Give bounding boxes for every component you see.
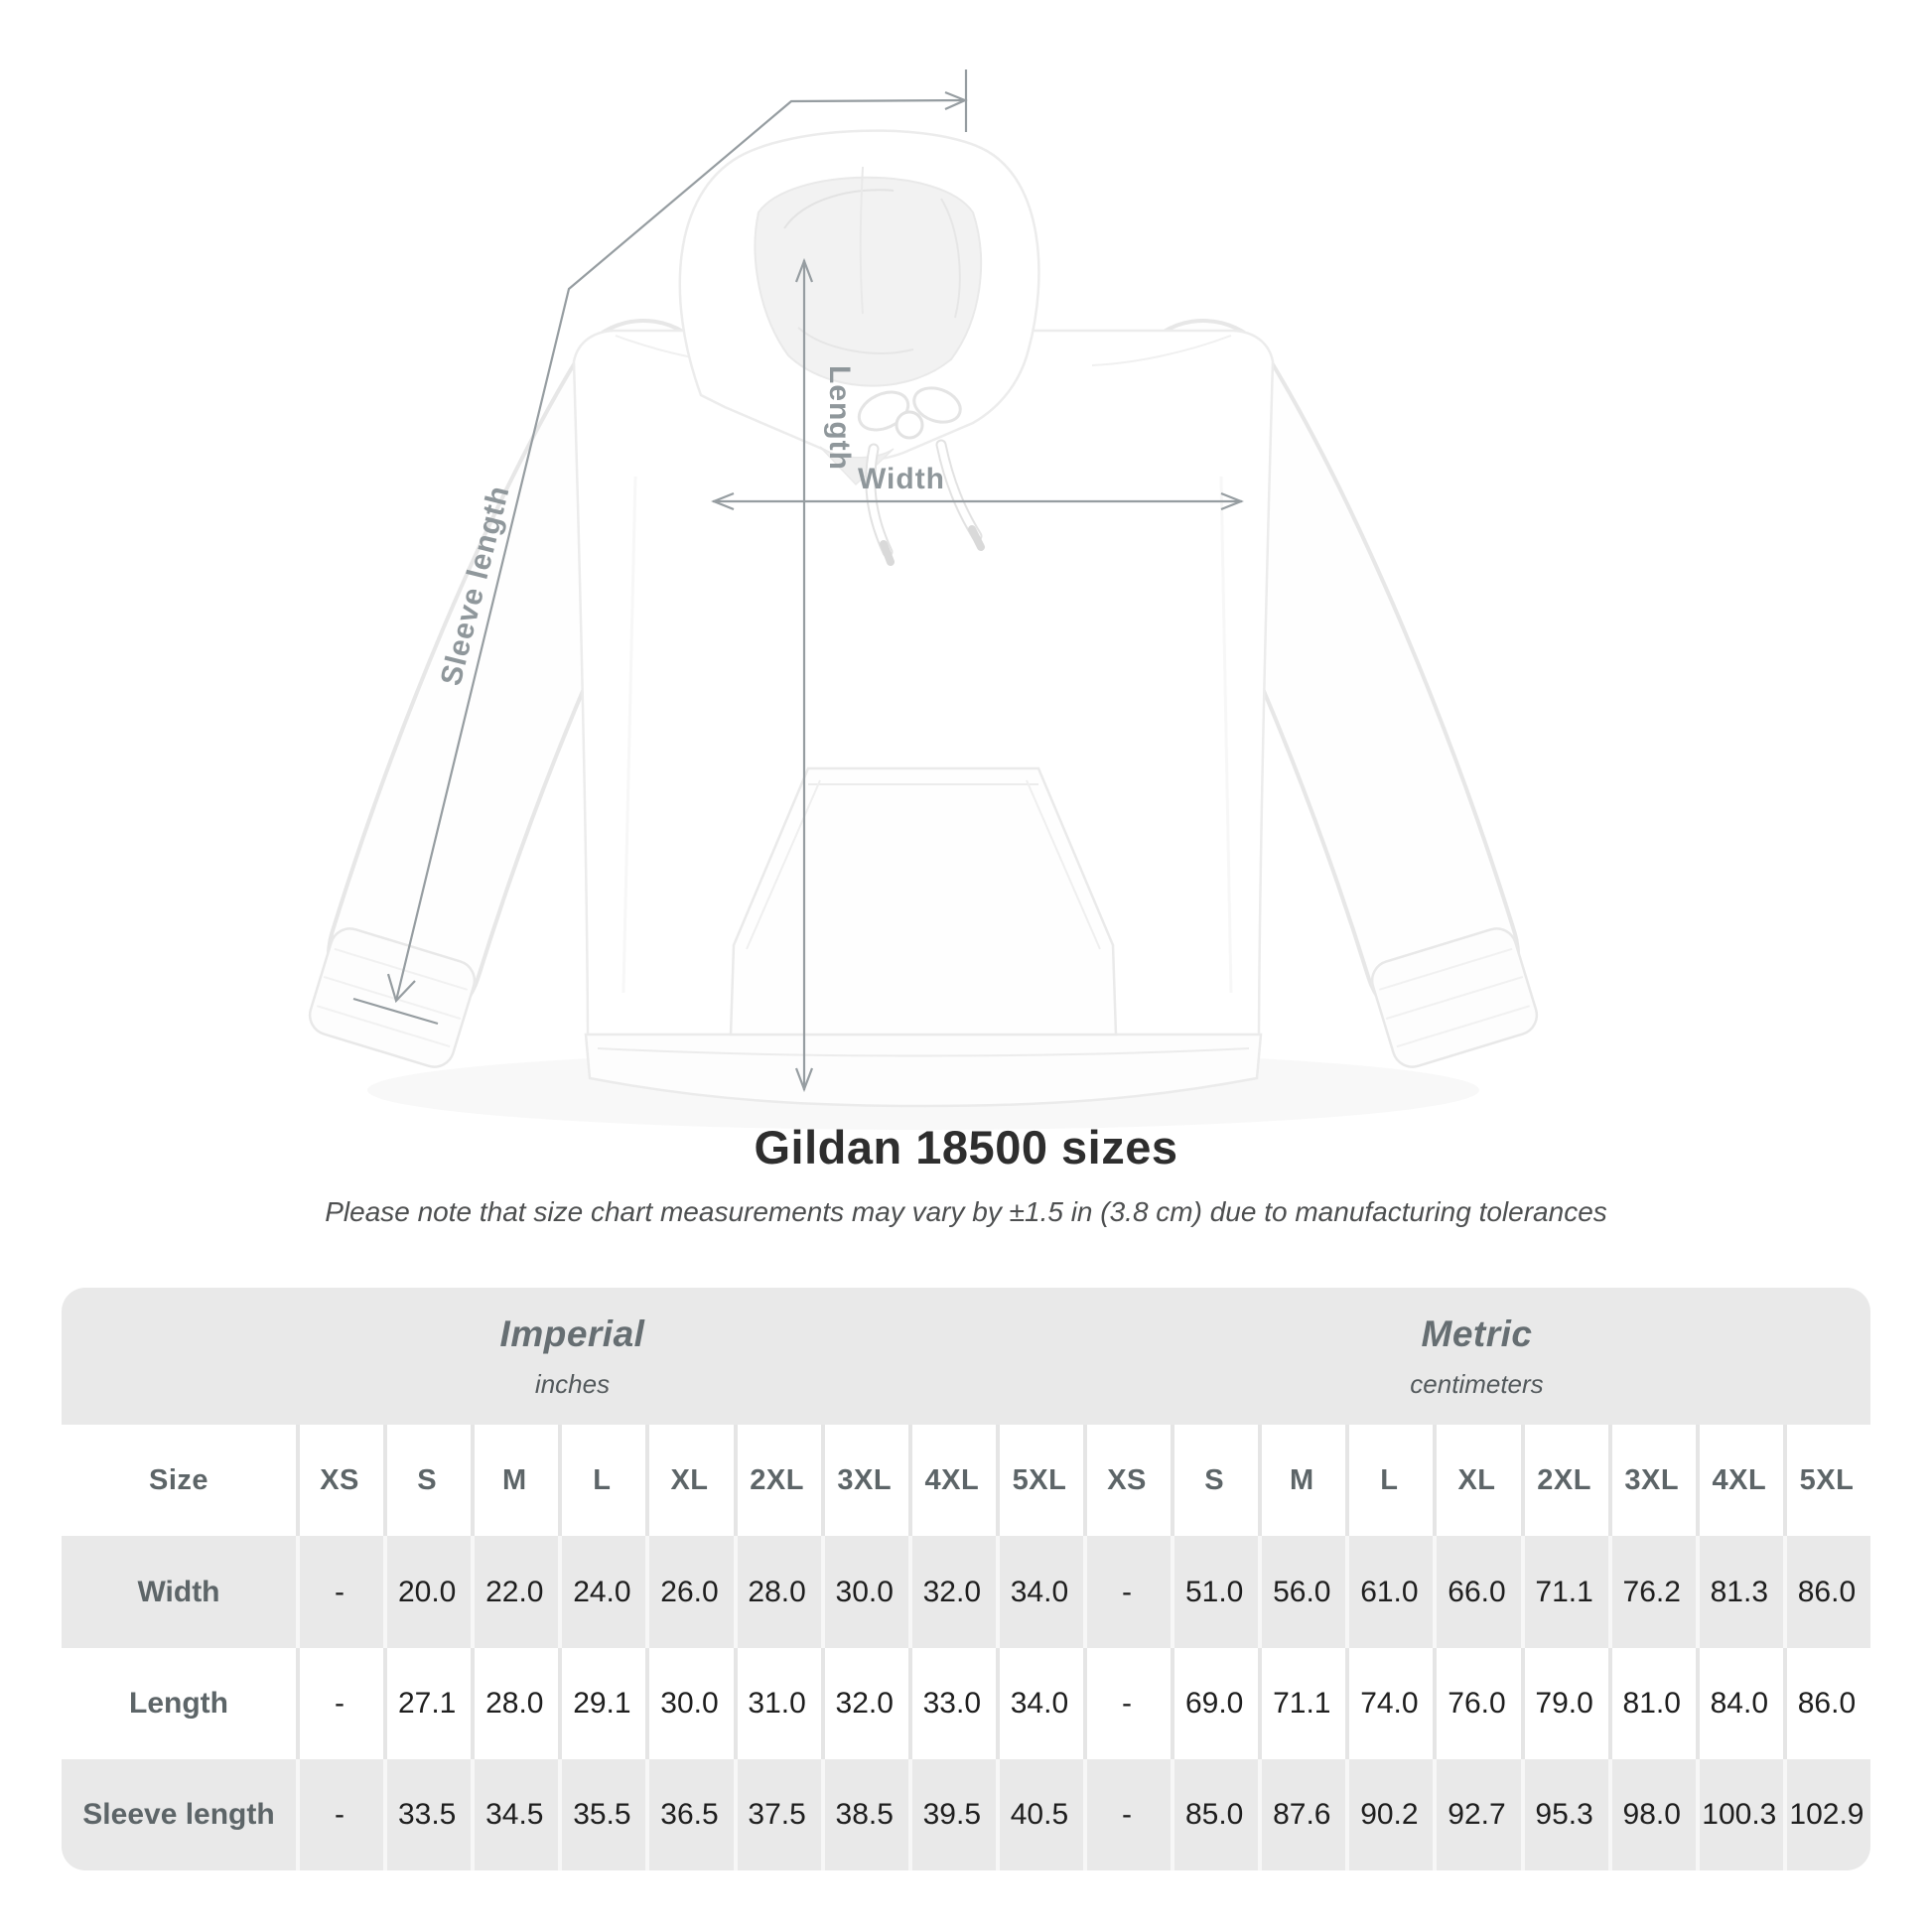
measurement-cell: 61.0 (1345, 1536, 1433, 1648)
group-label: Imperial (499, 1312, 645, 1354)
measurement-cell: 40.5 (996, 1759, 1083, 1870)
measurement-cell: - (1083, 1536, 1171, 1648)
measurement-cell: 51.0 (1171, 1536, 1258, 1648)
size-table (62, 1288, 1870, 1870)
measurement-cell: 100.3 (1696, 1759, 1783, 1870)
measurement-cell: - (296, 1759, 383, 1870)
column-header-s: S (1171, 1425, 1258, 1536)
measurement-cell: 90.2 (1345, 1759, 1433, 1870)
measurement-cell: 85.0 (1171, 1759, 1258, 1870)
measurement-cell: 81.3 (1696, 1536, 1783, 1648)
measurement-cell: 84.0 (1696, 1648, 1783, 1759)
measurement-cell: - (1083, 1759, 1171, 1870)
measurement-cell: 69.0 (1171, 1648, 1258, 1759)
column-header-5xl: 5XL (1783, 1425, 1870, 1536)
measurement-cell: 87.6 (1258, 1759, 1345, 1870)
measurement-cell: 32.0 (908, 1536, 996, 1648)
unit-group-imperial (62, 1288, 1083, 1425)
group-unit: inches (534, 1368, 611, 1399)
measurement-cell: 33.5 (383, 1759, 471, 1870)
page-title: Gildan 18500 sizes (754, 1121, 1178, 1173)
measurement-cell: 86.0 (1783, 1648, 1870, 1759)
measurement-cell: - (296, 1648, 383, 1759)
measurement-cell: 38.5 (821, 1759, 908, 1870)
measurement-cell: 36.5 (645, 1759, 733, 1870)
column-header-2xl: 2XL (1521, 1425, 1608, 1536)
size-column-header: Size (62, 1425, 296, 1536)
measurement-cell: 76.0 (1433, 1648, 1520, 1759)
column-header-xl: XL (645, 1425, 733, 1536)
length-label: Length (823, 365, 856, 471)
measurement-cell: 86.0 (1783, 1536, 1870, 1648)
measurement-cell: 20.0 (383, 1536, 471, 1648)
measurement-cell: 26.0 (645, 1536, 733, 1648)
row-label-width: Width (62, 1536, 296, 1648)
width-label: Width (857, 463, 946, 495)
measurement-cell: - (296, 1536, 383, 1648)
column-header-xl: XL (1433, 1425, 1520, 1536)
column-header-4xl: 4XL (908, 1425, 996, 1536)
measurement-cell: 29.1 (558, 1648, 645, 1759)
measurement-cell: 71.1 (1521, 1536, 1608, 1648)
group-unit: centimeters (1410, 1368, 1544, 1399)
measurement-cell: 81.0 (1608, 1648, 1696, 1759)
row-label-length: Length (62, 1648, 296, 1759)
column-header-l: L (1345, 1425, 1433, 1536)
measurement-cell: 34.0 (996, 1648, 1083, 1759)
measurement-cell: 22.0 (471, 1536, 558, 1648)
column-header-m: M (1258, 1425, 1345, 1536)
measurement-cell: 92.7 (1433, 1759, 1520, 1870)
sleeve-length-label: Sleeve length (434, 482, 516, 689)
group-label: Metric (1421, 1312, 1533, 1354)
measurement-cell: 32.0 (821, 1648, 908, 1759)
measurement-cell: 71.1 (1258, 1648, 1345, 1759)
measurement-cell: 28.0 (471, 1648, 558, 1759)
measurement-cell: 34.5 (471, 1759, 558, 1870)
measurement-cell: 35.5 (558, 1759, 645, 1870)
measurement-cell: 39.5 (908, 1759, 996, 1870)
column-header-m: M (471, 1425, 558, 1536)
column-header-2xl: 2XL (734, 1425, 821, 1536)
column-header-5xl: 5XL (996, 1425, 1083, 1536)
measurement-cell: 34.0 (996, 1536, 1083, 1648)
column-header-4xl: 4XL (1696, 1425, 1783, 1536)
column-header-3xl: 3XL (1608, 1425, 1696, 1536)
column-header-3xl: 3XL (821, 1425, 908, 1536)
measurement-cell: 31.0 (734, 1648, 821, 1759)
measurement-cell: 27.1 (383, 1648, 471, 1759)
measurement-cell: 28.0 (734, 1536, 821, 1648)
column-header-l: L (558, 1425, 645, 1536)
column-header-xs: XS (1083, 1425, 1171, 1536)
measurement-cell: 30.0 (821, 1536, 908, 1648)
measurement-cell: 30.0 (645, 1648, 733, 1759)
column-header-s: S (383, 1425, 471, 1536)
measurement-cell: 24.0 (558, 1536, 645, 1648)
measurement-cell: 98.0 (1608, 1759, 1696, 1870)
measurement-cell: 76.2 (1608, 1536, 1696, 1648)
row-label-sleeve-length: Sleeve length (62, 1759, 296, 1870)
tolerance-note: Please note that size chart measurements may vary by ±1.5 in (3.8 cm) due to manufacturing tolerances (325, 1196, 1607, 1227)
measurement-cell: - (1083, 1648, 1171, 1759)
measurement-cell: 74.0 (1345, 1648, 1433, 1759)
title-block (0, 1120, 1932, 1228)
unit-group-metric (1083, 1288, 1870, 1425)
measurement-cell: 102.9 (1783, 1759, 1870, 1870)
measurement-cell: 79.0 (1521, 1648, 1608, 1759)
measurement-cell: 95.3 (1521, 1759, 1608, 1870)
measurement-cell: 37.5 (734, 1759, 821, 1870)
column-header-xs: XS (296, 1425, 383, 1536)
measurement-cell: 33.0 (908, 1648, 996, 1759)
measurement-cell: 56.0 (1258, 1536, 1345, 1648)
measurement-cell: 66.0 (1433, 1536, 1520, 1648)
